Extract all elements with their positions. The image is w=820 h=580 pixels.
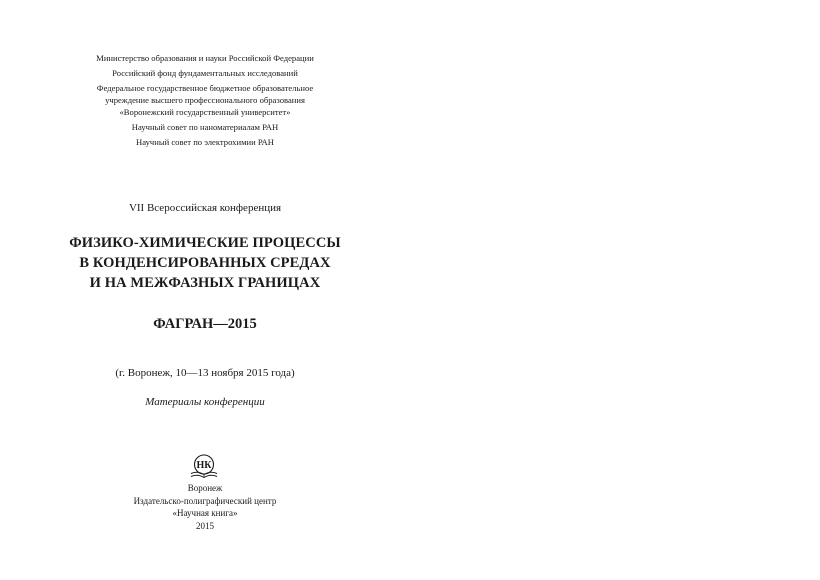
title-line-3: И НА МЕЖФАЗНЫХ ГРАНИЦАХ [89,275,321,291]
imprint-publisher-line-2: «Научная книга» [172,508,238,518]
org-electrochemistry-council: Научный совет по электрохимии РАН [136,137,274,147]
organizations-block [0,52,410,151]
materials-label: Материалы конференции [145,396,265,408]
conference-title [0,233,410,293]
title-line-1: ФИЗИКО-ХИМИЧЕСКИЕ ПРОЦЕССЫ [69,235,341,251]
org-ministry: Министерство образования и науки Российской Федерации [96,53,314,63]
org-nanomaterials-council: Научный совет по наноматериалам РАН [131,122,279,132]
title-line-2: В КОНДЕНСИРОВАННЫХ СРЕДАХ [79,255,331,271]
conference-series: VII Всероссийская конференция [128,202,282,214]
imprint-publisher-line-1: Издательско-полиграфический центр [133,495,277,506]
org-university-line-3: «Воронежский государственный университет» [119,107,291,117]
org-university-line-1: Федеральное государственное бюджетное образовательное [96,83,314,93]
org-university-line-2: учреждение высшего профессионального образования [105,95,305,105]
place-and-dates: (г. Воронеж, 10—13 ноября 2015 года) [115,367,295,379]
logo-letters: НК [196,460,212,471]
conference-acronym: ФАГРАН—2015 [153,316,257,332]
imprint-city: Воронеж [187,483,223,493]
org-rfbr: Российский фонд фундаментальных исследований [112,68,298,78]
imprint-block [0,482,410,532]
nk-publisher-logo-icon [189,453,219,481]
imprint-year: 2015 [196,520,214,531]
